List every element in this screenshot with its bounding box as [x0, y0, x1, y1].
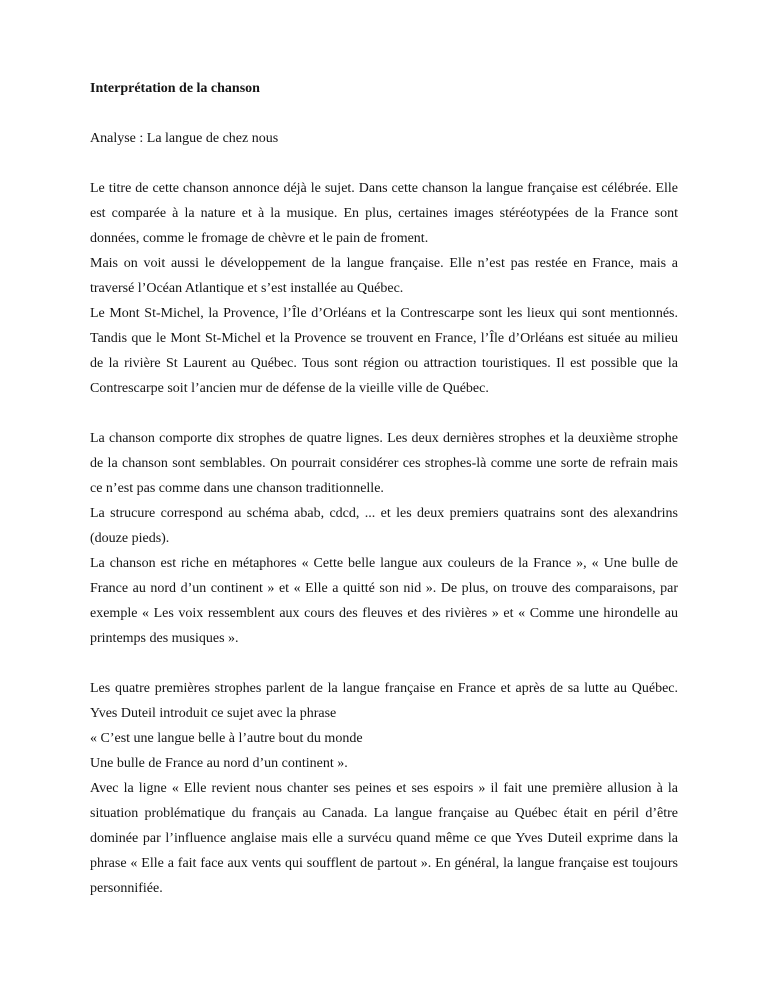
paragraph-allusion-conclusion: Avec la ligne « Elle revient nous chanter ses peines et ses espoirs » il fait une première allusion à la situation problématique du français au Canada. La langue française au Québec était en péril d’être dominée par l’influence anglaise mais elle a survécu quand même ce que Yves Duteil exprime dans la phrase « Elle a fait face aux vents qui soufflent de partout ». En général, la langue française est toujours personnifiée.: [90, 781, 678, 896]
paragraph-structure-strophes: La chanson comporte dix strophes de quatre lignes. Les deux dernières strophes et la deuxième strophe de la chanson sont semblables. On pourrait considérer ces strophes-là comme une sorte de refrain mais ce n’est pas comme dans une chanson traditionnelle.: [90, 431, 678, 496]
paragraph-development: Mais on voit aussi le développement de la langue française. Elle n’est pas restée en France, mais a traversé l’Océan Atlantique et s’est installée au Québec.: [90, 256, 678, 296]
paragraph-places: Le Mont St-Michel, la Provence, l’Île d’Orléans et la Contrescarpe sont les lieux qui sont mentionnés. Tandis que le Mont St-Michel et la Provence se trouvent en France, l’Île d’Orléans est située au milieu de la rivière St Laurent au Québec. Tous sont région ou attraction touristiques. Il est possible que la Contrescarpe soit l’ancien mur de défense de la vieille ville de Québec.: [90, 306, 678, 396]
quote-line-1: « C’est une langue belle à l’autre bout du monde: [90, 731, 363, 746]
subject-line: Analyse : La langue de chez nous: [90, 131, 279, 146]
paragraph-first-strophes: Les quatre premières strophes parlent de la langue française en France et après de sa lutte au Québec. Yves Duteil introduit ce sujet avec la phrase: [90, 681, 678, 721]
paragraph-theme-intro: Le titre de cette chanson annonce déjà le sujet. Dans cette chanson la langue française est célébrée. Elle est comparée à la nature et à la musique. En plus, certaines images stéréotypées de la France sont données, comme le fromage de chèvre et le pain de froment.: [90, 181, 678, 246]
quote-line-2: Une bulle de France au nord d’un continent ».: [90, 756, 348, 771]
paragraph-metaphors: La chanson est riche en métaphores « Cette belle langue aux couleurs de la France », « Une bulle de France au nord d’un continent » et « Elle a quitté son nid ». De plus, on trouve des comparaisons, par exemple « Les voix ressemblent aux cours des fleuves et des rivières » et « Comme une hirondelle au printemps des musiques ».: [90, 556, 678, 646]
document-title: Interprétation de la chanson: [90, 81, 260, 96]
paragraph-rhyme-scheme: La strucure correspond au schéma abab, cdcd, ... et les deux premiers quatrains sont des alexandrins (douze pieds).: [90, 506, 678, 546]
